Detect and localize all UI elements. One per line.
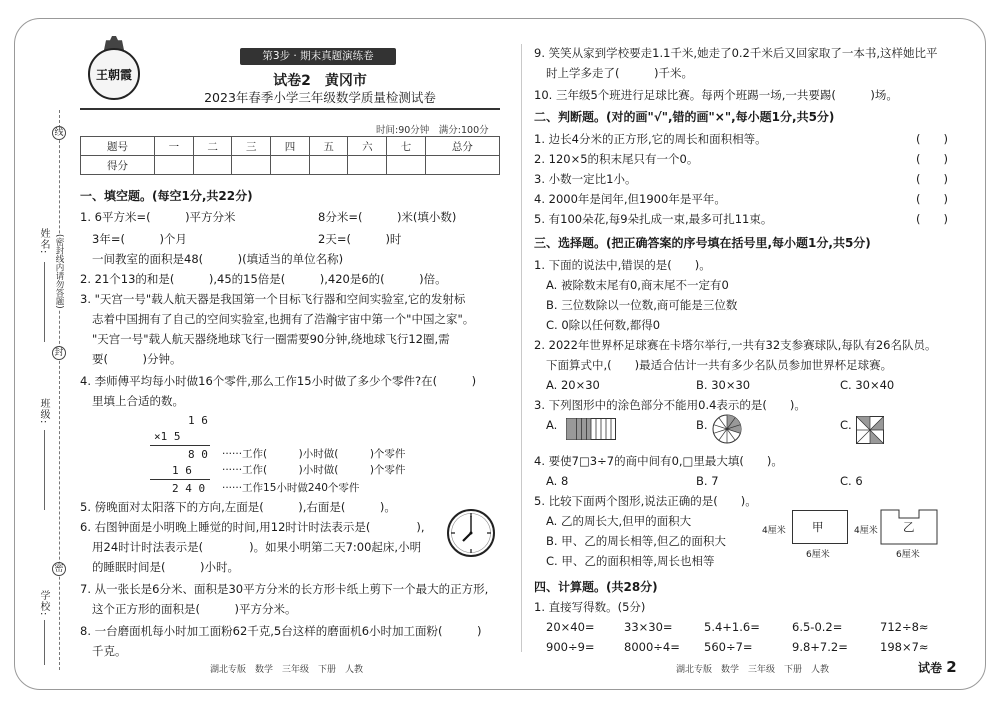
choice-1-option-a: A. 被除数末尾有0,商末尾不一定有0 (546, 278, 729, 292)
judge-1: 1. 边长4分米的正方形,它的周长和面积相等。 (534, 132, 767, 146)
choice-3: 3. 下列图形中的涂色部分不能用0.4表示的是( )。 (534, 398, 806, 412)
question-2: 2. 21个13的和是( ),45的15倍是( ),420是6的( )倍。 (80, 272, 447, 286)
score-cell: 五 (309, 137, 348, 156)
vertical-row-3: 8 0 (188, 448, 208, 461)
vertical-row-4: 1 6 (172, 464, 192, 477)
score-cell: 四 (271, 137, 310, 156)
brand-logo (88, 48, 140, 100)
seal-char-line: 线 (52, 126, 66, 140)
jia-side-label: 4厘米 (762, 526, 786, 536)
question-3b: 志着中国拥有了自己的空间实验室,也拥有了浩瀚宇宙中第一个"中国之家"。 (92, 312, 475, 326)
calc-item: 6.5-0.2= (792, 620, 843, 634)
question-1b: 8分米=( )米(填小数) (318, 210, 457, 224)
time-info: 时间:90分钟 满分:100分 (376, 125, 489, 136)
choice-5-option-a: A. 乙的周长大,但甲的面积大 (546, 514, 692, 528)
seal-note: (密封线内请勿答题) (54, 234, 64, 309)
calc-item: 900÷9= (546, 640, 595, 654)
score-cell: 题号 (81, 137, 155, 156)
choice-3-label-a: A. (546, 418, 558, 432)
choice-5-option-b: B. 甲、乙的周长相等,但乙的面积大 (546, 534, 726, 548)
choice-1: 1. 下面的说法中,错误的是( )。 (534, 258, 711, 272)
question-7b: 这个正方形的面积是( )平方分米。 (92, 602, 297, 616)
score-blank[interactable] (425, 156, 499, 175)
score-cell: 三 (232, 137, 271, 156)
calc-item: 712÷8≈ (880, 620, 929, 634)
step-banner: 第3步 · 期末真题演练卷 (240, 48, 396, 65)
score-value-row (81, 156, 500, 175)
question-1d: 2天=( )时 (318, 232, 402, 246)
class-label: 班级: (38, 398, 49, 425)
score-table (80, 136, 500, 175)
score-blank[interactable] (155, 156, 194, 175)
choice-4-option-a: A. 8 (546, 474, 569, 488)
calc-item: 33×30= (624, 620, 673, 634)
calc-item: 560÷7= (704, 640, 753, 654)
seal-char-seal: 封 (52, 346, 66, 360)
vertical-note-2: ······工作( )小时做( )个零件 (222, 464, 406, 476)
question-3d: 要( )分钟。 (92, 352, 182, 366)
score-blank[interactable] (348, 156, 387, 175)
question-1e: 一间教室的面积是48( )(填适当的单位名称) (92, 252, 344, 266)
score-cell: 得分 (81, 156, 155, 175)
judge-5-answer[interactable]: ( ) (916, 212, 948, 226)
seal-char-secret: 密 (52, 562, 66, 576)
score-blank[interactable] (193, 156, 232, 175)
judge-3: 3. 小数一定比1小。 (534, 172, 637, 186)
section-judge: 二、判断题。(对的画"√",错的画"×",每小题1分,共5分) (534, 110, 835, 124)
choice-2-option-b: B. 30×30 (696, 378, 751, 392)
choice-1-option-b: B. 三位数除以一位数,商可能是三位数 (546, 298, 738, 312)
shape-yi-label: 乙 (903, 520, 915, 534)
score-cell: 七 (387, 137, 426, 156)
score-cell: 二 (193, 137, 232, 156)
school-label: 学校: (38, 590, 49, 617)
calc-item: 8000÷4= (624, 640, 680, 654)
judge-3-answer[interactable]: ( ) (916, 172, 948, 186)
square-shaded-figure-icon (856, 416, 884, 444)
header-rule (80, 108, 500, 110)
question-6b: 用24时计时法表示是( )。如果小明第二天7:00起床,小明 (92, 540, 422, 554)
question-10: 10. 三年级5个班进行足球比赛。每两个班踢一场,一共要踢( )场。 (534, 88, 898, 102)
choice-2a: 2. 2022年世界杯足球赛在卡塔尔举行,一共有32支参赛球队,每队有26名队员。 (534, 338, 937, 352)
question-3c: "天宫一号"载人航天器绕地球飞行一圈需要90分钟,绕地球飞行12圈,需 (92, 332, 450, 346)
calc-item: 9.8+7.2= (792, 640, 848, 654)
clock-face-icon (446, 508, 496, 558)
vertical-row-1: 1 6 (188, 414, 208, 427)
choice-1-option-c: C. 0除以任何数,都得0 (546, 318, 661, 332)
judge-5: 5. 有100朵花,每9朵扎成一束,最多可扎11束。 (534, 212, 773, 226)
choice-2-option-a: A. 20×30 (546, 378, 600, 392)
question-8b: 千克。 (92, 644, 127, 658)
choice-5: 5. 比较下面两个图形,说法正确的是( )。 (534, 494, 757, 508)
logo-text: 王朝霞 (95, 67, 132, 82)
name-line (44, 262, 45, 342)
section-calculation: 四、计算题。(共28分) (534, 580, 658, 594)
question-3a: 3. "天宫一号"载人航天器是我国第一个目标飞行器和空间实验室,它的发射标 (80, 292, 466, 306)
score-blank[interactable] (309, 156, 348, 175)
circle-shaded-figure-icon (712, 414, 742, 444)
question-5: 5. 傍晚面对太阳落下的方向,左面是( ),右面是( )。 (80, 500, 396, 514)
score-header-row (81, 137, 500, 156)
paper-number (918, 658, 957, 676)
yi-side-label: 4厘米 (854, 526, 878, 536)
paper-subtitle: 2023年春季小学三年级数学质量检测试卷 (204, 90, 436, 105)
seal-dashed-line (59, 110, 60, 670)
question-4a: 4. 李师傅平均每小时做16个零件,那么工作15小时做了多少个零件?在( ) (80, 374, 477, 388)
vertical-note-3: ······工作15小时做240个零件 (222, 482, 360, 494)
question-1c: 3年=( )个月 (92, 232, 187, 246)
question-7a: 7. 从一张长是6分米、面积是30平方分米的长方形卡纸上剪下一个最大的正方形, (80, 582, 489, 596)
footer-right: 湖北专版 数学 三年级 下册 人教 (676, 665, 830, 675)
judge-2: 2. 120×5的积末尾只有一个0。 (534, 152, 699, 166)
strip-shaded-figure-icon (566, 418, 616, 440)
judge-2-answer[interactable]: ( ) (916, 152, 948, 166)
vertical-rule-1 (150, 445, 210, 446)
judge-4-answer[interactable]: ( ) (916, 192, 948, 206)
choice-2b: 下面算式中,( )最适合估计一共有多少名队员参加世界杯足球赛。 (546, 358, 893, 372)
paper-number-label: 试卷 (918, 661, 943, 675)
calc-instruction: 1. 直接写得数。(5分) (534, 600, 646, 614)
question-9a: 9. 笑笑从家到学校要走1.1千米,她走了0.2千米后又回家取了一本书,这样她比平 (534, 46, 938, 60)
calc-item: 5.4+1.6= (704, 620, 760, 634)
score-blank[interactable] (271, 156, 310, 175)
section-choice: 三、选择题。(把正确答案的序号填在括号里,每小题1分,共5分) (534, 236, 871, 250)
footer-left: 湖北专版 数学 三年级 下册 人教 (210, 665, 364, 675)
choice-4-option-b: B. 7 (696, 474, 719, 488)
judge-1-answer[interactable]: ( ) (916, 132, 948, 146)
choice-4: 4. 要使7□3÷7的商中间有0,□里最大填( )。 (534, 454, 783, 468)
question-6a: 6. 右图钟面是小明晚上睡觉的时间,用12时计时法表示是( ), (80, 520, 425, 534)
calc-item: 198×7≈ (880, 640, 929, 654)
class-line (44, 430, 45, 510)
name-label: 姓名: (38, 228, 49, 255)
paper-number-value: 2 (946, 658, 957, 676)
yi-bottom-label: 6厘米 (896, 550, 920, 560)
question-6c: 的睡眠时间是( )小时。 (92, 560, 239, 574)
vertical-note-1: ······工作( )小时做( )个零件 (222, 448, 406, 460)
score-blank[interactable] (232, 156, 271, 175)
question-4b: 里填上合适的数。 (92, 394, 184, 408)
choice-4-option-c: C. 6 (840, 474, 863, 488)
section-fill-in: 一、填空题。(每空1分,共22分) (80, 189, 253, 203)
choice-3-label-c: C. (840, 418, 852, 432)
vertical-rule-2 (150, 479, 210, 480)
vertical-row-2: ×1 5 (154, 430, 181, 443)
choice-3-label-b: B. (696, 418, 708, 432)
column-divider (521, 44, 522, 652)
jia-bottom-label: 6厘米 (806, 550, 830, 560)
question-9b: 时上学多走了( )千米。 (546, 66, 693, 80)
choice-5-option-c: C. 甲、乙的面积相等,周长也相等 (546, 554, 715, 568)
vertical-row-5: 2 4 0 (172, 482, 206, 495)
score-cell: 六 (348, 137, 387, 156)
calc-item: 20×40= (546, 620, 595, 634)
shape-jia-label: 甲 (812, 520, 824, 534)
score-cell: 总分 (425, 137, 499, 156)
score-blank[interactable] (387, 156, 426, 175)
judge-4: 4. 2000年是闰年,但1900年是平年。 (534, 192, 726, 206)
question-8a: 8. 一台磨面机每小时加工面粉62千克,5台这样的磨面机6小时加工面粉( ) (80, 624, 482, 638)
school-line (44, 620, 45, 665)
choice-2-option-c: C. 30×40 (840, 378, 895, 392)
question-1a: 1. 6平方米=( )平方分米 (80, 210, 236, 224)
score-cell: 一 (155, 137, 194, 156)
paper-title: 试卷2 黄冈市 (273, 73, 367, 89)
